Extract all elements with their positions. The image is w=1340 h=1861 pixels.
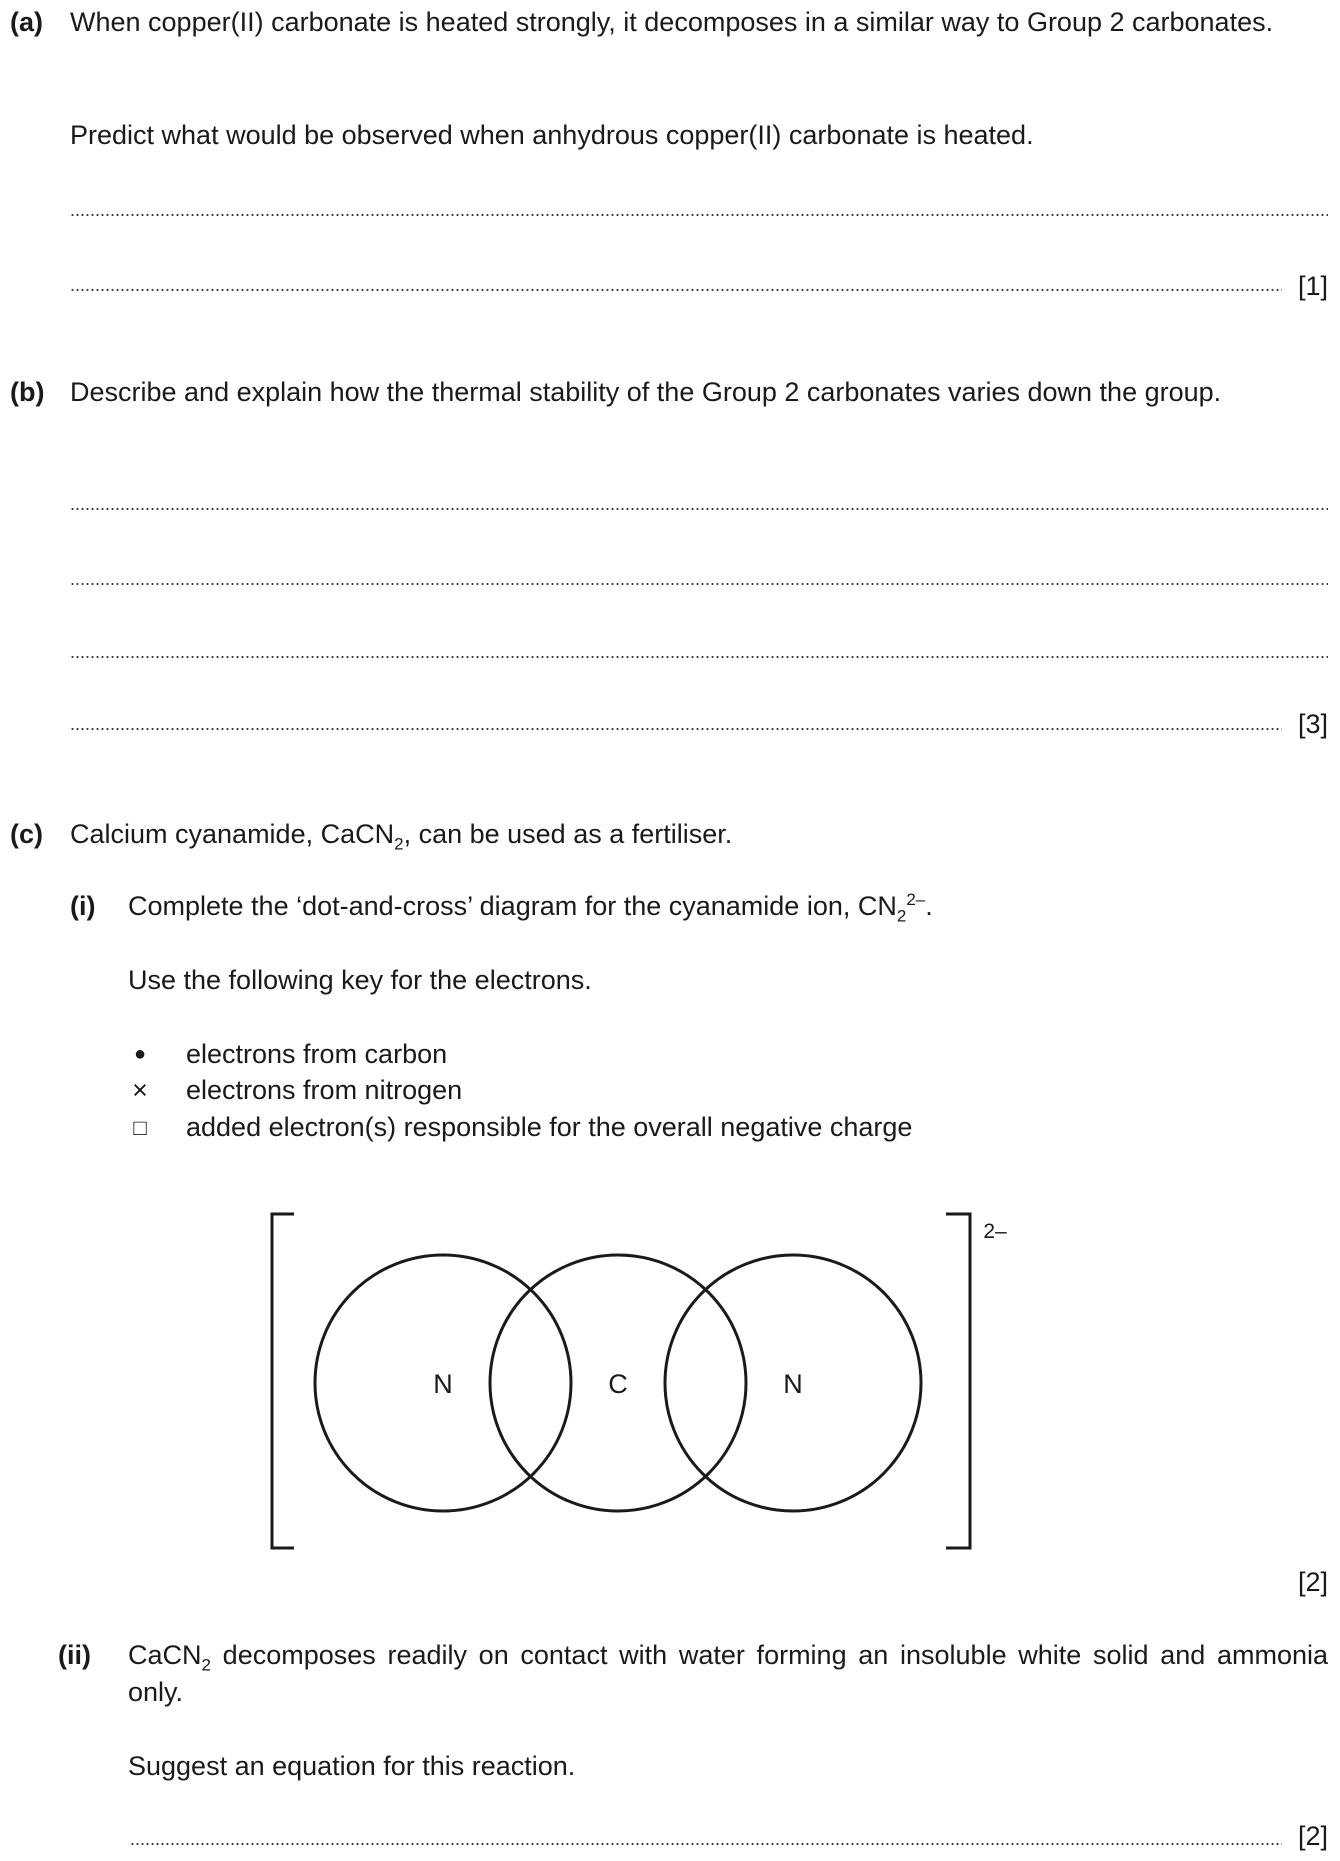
- part-c-intro-text-end: , can be used as a fertiliser.: [403, 819, 733, 849]
- cross-icon: ×: [132, 1075, 148, 1105]
- left-bracket: [272, 1214, 294, 1548]
- ion-charge: 2–: [983, 1220, 1007, 1243]
- part-c-ii-text-end: decomposes readily on contact with water forming an insoluble white solid and ammonia only.: [128, 1640, 1328, 1707]
- part-c-i-marks: [2]: [1297, 1567, 1328, 1597]
- subscript: 2: [201, 1655, 211, 1675]
- part-a-question: When copper(II) carbonate is heated strongly, it decomposes in a similar way to Group 2 carbonates.: [70, 7, 1274, 37]
- part-b-marks: [3]: [1297, 709, 1328, 739]
- part-c-label: (c): [10, 819, 43, 849]
- part-b-question: Describe and explain how the thermal stability of the Group 2 carbonates varies down the group.: [70, 377, 1222, 407]
- key-label: electrons from nitrogen: [186, 1075, 463, 1105]
- part-a-marks: [1]: [1297, 271, 1328, 301]
- part-c-i-text: Complete the ‘dot-and-cross’ diagram for the cyanamide ion, CN: [128, 891, 897, 921]
- atom-symbol-carbon: C: [608, 1369, 628, 1399]
- part-a-label: (a): [10, 7, 43, 37]
- dot-icon: ●: [133, 1043, 147, 1065]
- part-c-ii-text: CaCN: [128, 1640, 202, 1670]
- part-c-intro-text: Calcium cyanamide, CaCN: [70, 819, 395, 849]
- square-icon: □: [133, 1115, 147, 1140]
- key-label: electrons from carbon: [186, 1039, 448, 1069]
- key-intro: Use the following key for the electrons.: [128, 965, 592, 995]
- superscript: 2–: [906, 890, 926, 909]
- part-c-i-label: (i): [70, 891, 96, 921]
- right-bracket: [946, 1214, 970, 1548]
- subscript: 2: [394, 834, 404, 854]
- atom-symbol-nitrogen: N: [433, 1369, 453, 1399]
- part-b-label: (b): [10, 377, 45, 407]
- part-c-ii-marks: [2]: [1297, 1821, 1328, 1851]
- subscript: 2: [896, 906, 907, 926]
- part-c-ii-label: (ii): [58, 1640, 91, 1670]
- answer-line[interactable]: [130, 1843, 1282, 1845]
- part-a-instruction: Predict what would be observed when anhydrous copper(II) carbonate is heated.: [70, 120, 1034, 150]
- part-c-ii-instruction: Suggest an equation for this reaction.: [128, 1751, 576, 1781]
- part-c-ii-question: [128, 1637, 1328, 1711]
- atom-symbol-nitrogen: N: [783, 1369, 803, 1399]
- part-c-i-text-end: .: [925, 891, 933, 921]
- key-label: added electron(s) responsible for the overall negative charge: [186, 1112, 913, 1142]
